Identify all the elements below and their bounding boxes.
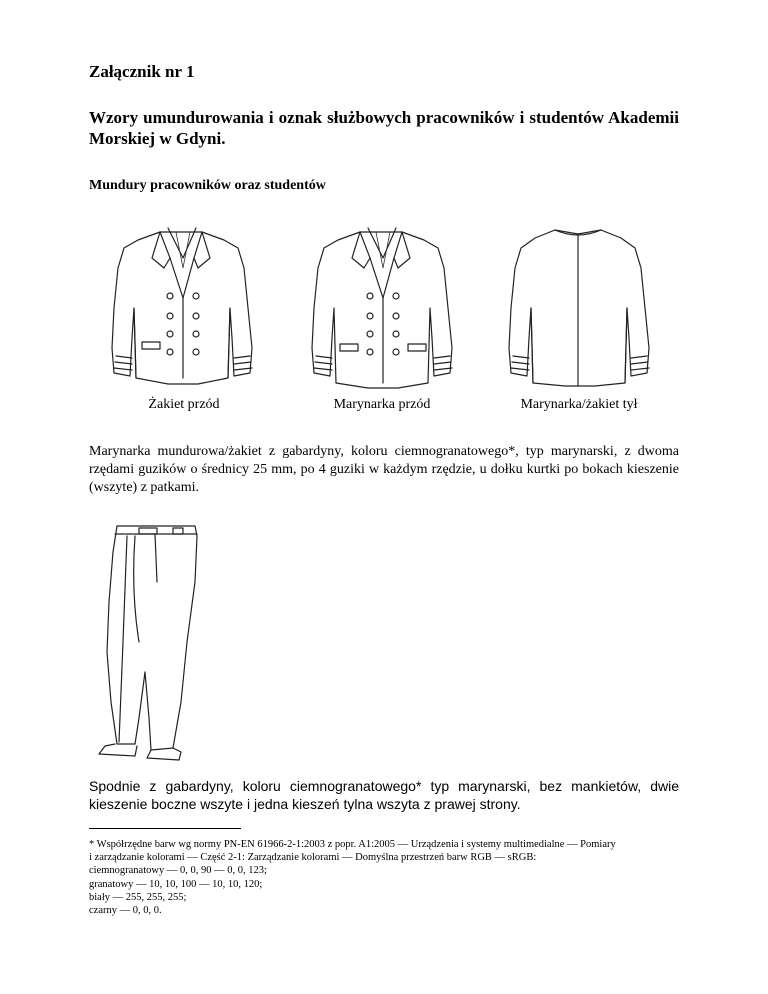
footnote-line: czarny — 0, 0, 0. (89, 905, 162, 917)
caption-back: Marynarka/żakiet tył (520, 397, 638, 412)
section-heading: Mundury pracowników oraz studentów (89, 178, 326, 193)
trousers-description: Spodnie z gabardyny, koloru ciemnogranatowego* typ marynarski, bez mankietów, dwie kieszenie boczne wszyte i jedna kieszeń tylna wszyta z prawej strony. (89, 778, 679, 812)
caption-blazer-front: Marynarka przód (333, 397, 431, 412)
jacket-front-illustration (108, 218, 258, 390)
annex-title: Załącznik nr 1 (89, 62, 195, 81)
footnote-line: ciemnogranatowy — 0, 0, 90 — 0, 0, 123; (89, 865, 267, 877)
jacket-description: Marynarka mundurowa/żakiet z gabardyny, koloru ciemnogranatowego*, typ marynarski, z dwoma rzędami guzików o średnicy 25 mm, po 4 guziki w każdym rzędzie, u dołku kurtki po bokach kieszenie (wszyte) z patkami. (89, 444, 679, 495)
footnote (89, 838, 689, 917)
footnote-line: i zarządzanie kolorami — Część 2-1: Zarządzanie kolorami — Domyślna przestrzeń barw RGB — sRGB: (89, 852, 537, 864)
footnote-line: * Współrzędne barw wg normy PN-EN 61966-2-1:2003 z popr. A1:2005 — Urządzenia i systemy multimedialne — Pomiary (89, 839, 616, 850)
jacket-back-illustration (505, 218, 655, 390)
footnote-separator (89, 828, 241, 829)
caption-jacket-front: Żakiet przód (148, 397, 220, 412)
trousers-illustration (95, 522, 205, 762)
footnote-line: granatowy — 10, 10, 100 — 10, 10, 120; (89, 878, 263, 890)
footnote-line: biały — 255, 255, 255; (89, 891, 187, 903)
blazer-front-illustration (308, 218, 458, 390)
document-heading: Wzory umundurowania i oznak służbowych pracowników i studentów Akademii Morskiej w Gdyni. (89, 108, 679, 148)
